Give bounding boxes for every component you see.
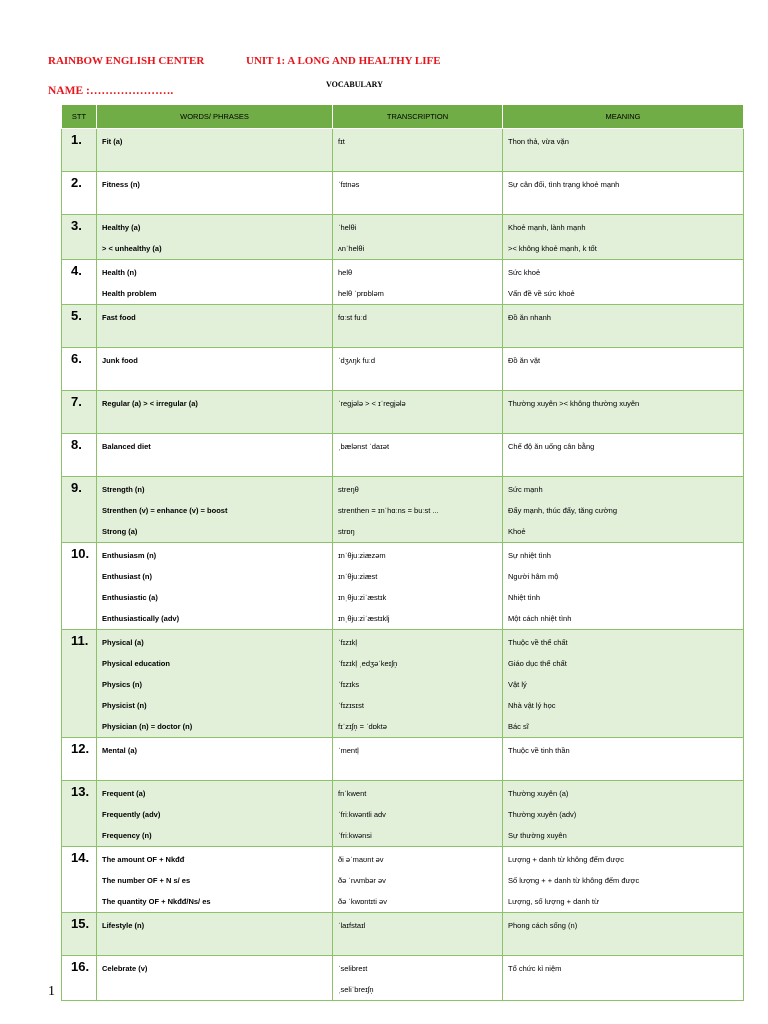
transcription-text: ˈhelθi (338, 223, 357, 232)
word-text: Strenthen (v) = enhance (v) = boost (102, 506, 228, 515)
col-header-transcription: TRANSCRIPTION (333, 105, 503, 129)
row-number: 9. (62, 477, 97, 543)
transcription-text: fnˈkwent (338, 789, 367, 798)
table-row (62, 348, 744, 391)
meaning-text (508, 979, 743, 1000)
meaning-text: >< không khoẻ mạnh, k tốt (508, 244, 597, 253)
transcription-text: ði əˈmaʊnt əv (338, 855, 384, 864)
transcription-cell (333, 477, 503, 543)
transcription-text: ɪnˌθjuːziˈæstɪk (338, 593, 387, 602)
word-text: Strong (a) (102, 527, 138, 536)
student-name-field: NAME :…………………. (48, 85, 174, 97)
transcription-text: fɪt (338, 137, 345, 146)
transcription-text: ˈfɪtnəs (338, 180, 360, 189)
word-text: Health problem (102, 289, 157, 298)
transcription-cell (333, 260, 503, 305)
word-text: Frequency (n) (102, 831, 152, 840)
table-row (62, 913, 744, 956)
row-number: 3. (62, 215, 97, 260)
transcription-text: ðə ˈnʌmbər əv (338, 876, 386, 885)
table-row (62, 956, 744, 1001)
word-text: > < unhealthy (a) (102, 244, 162, 253)
table-header-row (62, 105, 744, 129)
word-text (102, 979, 332, 1000)
meaning-text: Lượng, số lượng + danh từ (508, 897, 599, 906)
word-cell (97, 913, 333, 956)
table-row (62, 215, 744, 260)
word-text: Frequent (a) (102, 789, 146, 798)
transcription-cell (333, 630, 503, 738)
meaning-text: Thường xuyên >< không thường xuyên (508, 399, 640, 408)
transcription-cell (333, 738, 503, 781)
transcription-text: ðə ˈkwɒntɪti əv (338, 897, 387, 906)
row-number: 4. (62, 260, 97, 305)
meaning-text: Lượng + danh từ không đếm được (508, 855, 625, 864)
meaning-cell (503, 129, 744, 172)
meaning-cell (503, 913, 744, 956)
meaning-text: Tổ chức kỉ niệm (508, 964, 562, 973)
meaning-cell (503, 956, 744, 1001)
table-row (62, 391, 744, 434)
transcription-cell (333, 215, 503, 260)
meaning-text: Đẩy mạnh, thúc đẩy, tăng cường (508, 506, 618, 515)
meaning-text: Thon thả, vừa vặn (508, 137, 569, 146)
word-cell (97, 738, 333, 781)
word-text: Fitness (n) (102, 180, 140, 189)
row-number: 2. (62, 172, 97, 215)
table-row (62, 543, 744, 630)
row-number: 1. (62, 129, 97, 172)
row-number: 6. (62, 348, 97, 391)
unit-title: UNIT 1: A LONG AND HEALTHY LIFE (246, 55, 441, 67)
meaning-text: Số lượng + + danh từ không đếm được (508, 876, 640, 885)
meaning-text: Thuộc về thể chất (508, 638, 568, 647)
meaning-text: Khoẻ (508, 527, 526, 536)
word-text: Celebrate (v) (102, 964, 148, 973)
meaning-text: Thường xuyên (a) (508, 789, 569, 798)
table-row (62, 738, 744, 781)
transcription-cell (333, 543, 503, 630)
transcription-cell (333, 129, 503, 172)
word-text: The number OF + N s/ es (102, 876, 191, 885)
meaning-cell (503, 305, 744, 348)
transcription-text: fɑːst fuːd (338, 313, 367, 322)
transcription-cell (333, 348, 503, 391)
transcription-text: ˈlaɪfstaɪl (338, 921, 366, 930)
meaning-text: Sự thường xuyên (508, 831, 567, 840)
meaning-cell (503, 543, 744, 630)
transcription-cell (333, 847, 503, 913)
transcription-text: ˌseliˈbreɪʃn̩ (338, 985, 374, 994)
word-text: Junk food (102, 356, 138, 365)
row-number: 7. (62, 391, 97, 434)
table-row (62, 630, 744, 738)
meaning-cell (503, 434, 744, 477)
transcription-text: ˌbælənst ˈdaɪət (338, 442, 390, 451)
transcription-text: ɪnˌθjuːziˈæstɪklj (338, 614, 390, 623)
meaning-text: Đồ ăn vặt (508, 356, 541, 365)
word-text: Mental (a) (102, 746, 138, 755)
transcription-cell (333, 956, 503, 1001)
table-row (62, 434, 744, 477)
word-text: Physical (a) (102, 638, 144, 647)
meaning-text: Sức mạnh (508, 485, 543, 494)
meaning-cell (503, 781, 744, 847)
transcription-cell (333, 781, 503, 847)
word-text: Lifestyle (n) (102, 921, 145, 930)
meaning-text: Một cách nhiệt tình (508, 614, 572, 623)
word-cell (97, 172, 333, 215)
meaning-text: Sự cân đối, tình trạng khoẻ mạnh (508, 180, 620, 189)
word-text: Fit (a) (102, 137, 123, 146)
word-cell (97, 781, 333, 847)
word-text: Physician (n) = doctor (n) (102, 722, 193, 731)
word-text: Physics (n) (102, 680, 143, 689)
transcription-cell (333, 391, 503, 434)
transcription-text: ʌnˈhelθi (338, 244, 365, 253)
word-text: Fast food (102, 313, 136, 322)
meaning-text: Người hâm mộ (508, 572, 559, 581)
transcription-text: ˈselibreɪt (338, 964, 368, 973)
vocabulary-table (61, 104, 744, 1001)
row-number: 10. (62, 543, 97, 630)
word-cell (97, 434, 333, 477)
meaning-cell (503, 847, 744, 913)
transcription-text: ˈdʒʌŋk fuːd (338, 356, 376, 365)
word-text: Balanced diet (102, 442, 151, 451)
row-number: 11. (62, 630, 97, 738)
vocabulary-heading: VOCABULARY (326, 80, 383, 89)
page-number: 1 (48, 984, 55, 999)
col-header-stt: STT (62, 105, 97, 129)
word-text: Enthusiastic (a) (102, 593, 158, 602)
row-number: 16. (62, 956, 97, 1001)
col-header-words: WORDS/ PHRASES (97, 105, 333, 129)
table-row (62, 305, 744, 348)
meaning-text: Sự nhiệt tình (508, 551, 551, 560)
row-number: 12. (62, 738, 97, 781)
meaning-text: Đồ ăn nhanh (508, 313, 551, 322)
meaning-cell (503, 477, 744, 543)
transcription-text: ˈfɪzɪsɪst (338, 701, 364, 710)
word-cell (97, 477, 333, 543)
word-text: Enthusiastically (adv) (102, 614, 180, 623)
word-cell (97, 129, 333, 172)
table-row (62, 477, 744, 543)
word-text: Physical education (102, 659, 170, 668)
table-row (62, 260, 744, 305)
word-cell (97, 630, 333, 738)
table-row (62, 847, 744, 913)
table-row (62, 781, 744, 847)
center-name: RAINBOW ENGLISH CENTER (48, 55, 205, 67)
word-text: The quantity OF + Nkđđ/Ns/ es (102, 897, 211, 906)
transcription-text: ˈfɪzɪkļ (338, 638, 358, 647)
transcription-text: ˈfriːkwəntli adv (338, 810, 386, 819)
table-row (62, 129, 744, 172)
meaning-cell (503, 260, 744, 305)
meaning-text: Chế độ ăn uống cân bằng (508, 442, 595, 451)
meaning-text: Khoẻ mạnh, lành mạnh (508, 223, 586, 232)
word-text: Regular (a) > < irregular (a) (102, 399, 198, 408)
meaning-cell (503, 630, 744, 738)
word-cell (97, 305, 333, 348)
word-text: Frequently (adv) (102, 810, 161, 819)
table-row (62, 172, 744, 215)
word-text: Physicist (n) (102, 701, 147, 710)
word-cell (97, 391, 333, 434)
meaning-cell (503, 172, 744, 215)
word-cell (97, 215, 333, 260)
meaning-cell (503, 215, 744, 260)
meaning-text: Vật lý (508, 680, 527, 689)
meaning-text: Thường xuyên (adv) (508, 810, 577, 819)
transcription-text: ˈmentļ (338, 746, 359, 755)
transcription-text: ˈfriːkwənsi (338, 831, 372, 840)
meaning-text: Bác sĩ (508, 722, 529, 731)
word-cell (97, 543, 333, 630)
transcription-text: ˈfɪzɪks (338, 680, 360, 689)
transcription-cell (333, 172, 503, 215)
meaning-cell (503, 391, 744, 434)
word-cell (97, 260, 333, 305)
word-cell (97, 847, 333, 913)
word-cell (97, 956, 333, 1001)
transcription-cell (333, 305, 503, 348)
meaning-text: Sức khoẻ (508, 268, 541, 277)
transcription-text: ˈregjələ > < ɪˈregjələ (338, 399, 406, 408)
transcription-text: fɪˈzɪʃn̩ = ˈdɒktə (338, 722, 387, 731)
transcription-text: strenthen = ɪnˈhɑːns = buːst ... (338, 506, 439, 515)
meaning-text: Vấn đề về sức khoẻ (508, 289, 575, 298)
transcription-cell (333, 434, 503, 477)
transcription-text: helθ ˈprɒbləm (338, 289, 384, 298)
transcription-text: helθ (338, 268, 353, 277)
word-text: Enthusiasm (n) (102, 551, 157, 560)
transcription-text: ɪnˈθjuːziæst (338, 572, 378, 581)
col-header-meaning: MEANING (503, 105, 744, 129)
meaning-text: Giáo dục thể chất (508, 659, 567, 668)
word-text: Health (n) (102, 268, 137, 277)
vocabulary-rows (62, 129, 744, 1001)
meaning-cell (503, 738, 744, 781)
meaning-cell (503, 348, 744, 391)
transcription-text: streŋθ (338, 485, 359, 494)
transcription-cell (333, 913, 503, 956)
meaning-text: Thuộc về tinh thần (508, 746, 570, 755)
meaning-text: Nhiệt tình (508, 593, 541, 602)
row-number: 5. (62, 305, 97, 348)
word-text: Healthy (a) (102, 223, 141, 232)
word-text: The amount OF + Nkđđ (102, 855, 185, 864)
row-number: 13. (62, 781, 97, 847)
row-number: 14. (62, 847, 97, 913)
transcription-text: ˈfɪzɪkļ ˌedʒəˈkeɪʃn̩ (338, 659, 398, 668)
meaning-text: Nhà vật lý học (508, 701, 556, 710)
row-number: 8. (62, 434, 97, 477)
word-text: Strength (n) (102, 485, 145, 494)
word-cell (97, 348, 333, 391)
word-text: Enthusiast (n) (102, 572, 152, 581)
transcription-text: ɪnˈθjuːziæzəm (338, 551, 386, 560)
meaning-text: Phong cách sống (n) (508, 921, 578, 930)
row-number: 15. (62, 913, 97, 956)
transcription-text: strɒŋ (338, 527, 355, 536)
